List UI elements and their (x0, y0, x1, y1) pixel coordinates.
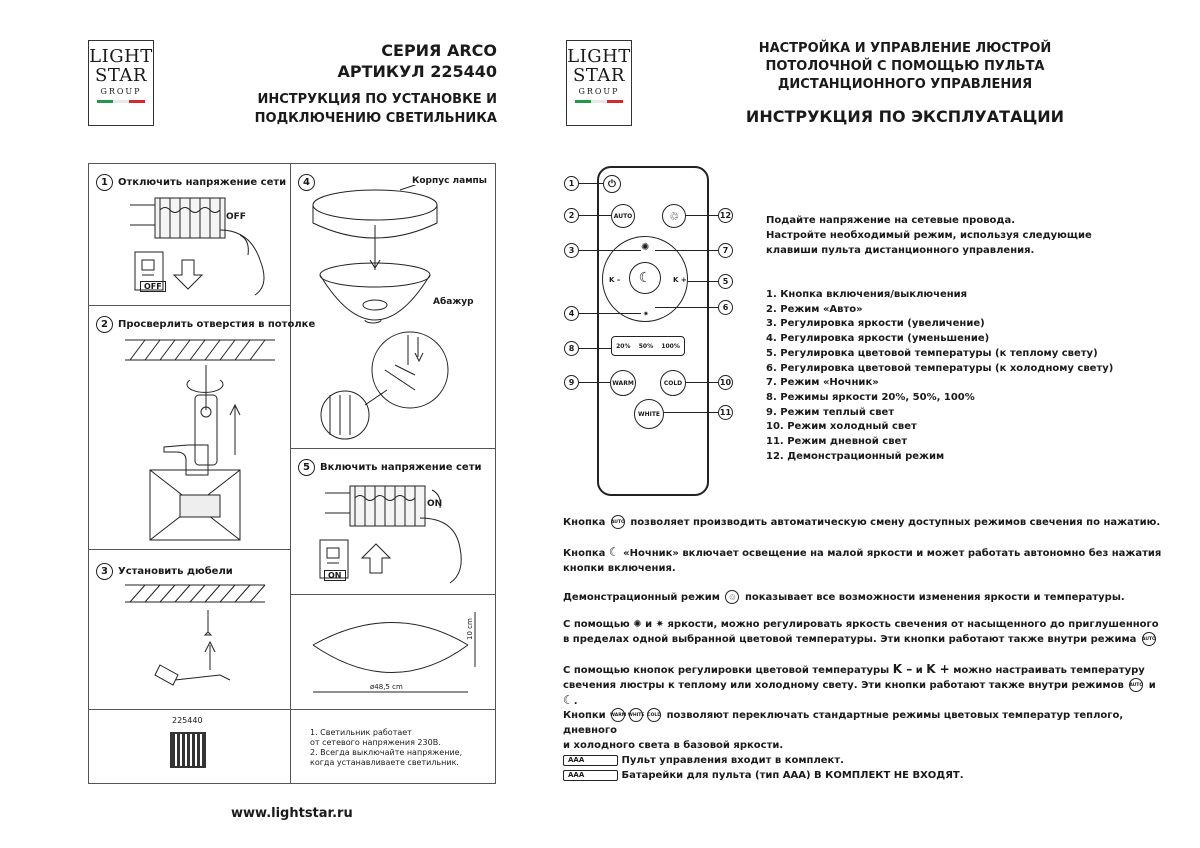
legend-item: 3. Регулировка яркости (увеличение) (766, 318, 985, 330)
article-title: АРТИКУЛ 225440 (337, 62, 497, 81)
p5b: K – (892, 662, 913, 676)
step-1-off-box: OFF (140, 281, 166, 292)
p5a: С помощью кнопок регулировки цветовой температуры (563, 665, 890, 676)
intro-line3: клавиши пульта дистанционного управления. (766, 245, 1035, 256)
battery-label: AAA (568, 770, 585, 779)
step-3-title (96, 561, 233, 580)
power-icon[interactable]: ⏻ (603, 175, 621, 193)
italian-flag-icon (89, 100, 153, 103)
intro-line2: Настройте необходимый режим, используя следующие (766, 230, 1092, 241)
lamp-body-label: Корпус лампы (412, 176, 487, 186)
brightness-up-icon[interactable]: ✺ (641, 242, 650, 253)
para-battery-note (563, 768, 1163, 783)
cold-button[interactable]: COLD (660, 370, 686, 396)
step-1-title (96, 172, 286, 191)
brightness-presets-bar (611, 336, 685, 356)
callout-line-5 (688, 281, 718, 282)
p5c: и (915, 665, 923, 676)
install-title-2: ПОДКЛЮЧЕНИЮ СВЕТИЛЬНИКА (254, 111, 497, 126)
callout-5: 5 (718, 274, 733, 289)
p4c: яркости, можно регулировать яркость свечения от насыщенного до приглушенного (667, 619, 1159, 630)
operation-title: ИНСТРУКЦИЯ ПО ЭКСПЛУАТАЦИИ (745, 107, 1065, 126)
grid-h5 (290, 594, 496, 595)
para-demo (563, 590, 1163, 605)
warm-mini-icon: WARM (611, 708, 625, 722)
note-line2: от сетевого напряжения 230В. (310, 738, 441, 747)
para-night (563, 545, 1163, 576)
step-3-text: Установить дюбели (118, 566, 233, 577)
p6b: позволяют переключать стандартные режимы цветовых температур теплого, дневного (563, 710, 1124, 736)
step-2-number: 2 (96, 316, 113, 333)
right-header (680, 40, 1130, 126)
auto-mini-icon: AUTO (1142, 632, 1156, 646)
button-legend (766, 288, 1113, 464)
grid-h4 (290, 448, 496, 449)
intro-text (766, 213, 1092, 258)
auto-mini-icon: AUTO (1129, 678, 1143, 692)
moon-mini-icon: ☾ (608, 545, 620, 559)
b2: Батарейки для пульта (тип ААА) В КОМПЛЕКТ НЕ ВХОДЯТ. (621, 770, 964, 781)
install-notes (310, 728, 462, 768)
para-auto (563, 515, 1163, 530)
p3a: Демонстрационный режим (563, 592, 720, 603)
step-5-on-box: ON (324, 570, 346, 581)
white-button[interactable]: WHITE (634, 399, 664, 429)
remote-title-3: ДИСТАНЦИОННОГО УПРАВЛЕНИЯ (777, 77, 1033, 92)
battery-icon (563, 755, 618, 766)
legend-item: 2. Режим «Авто» (766, 303, 863, 315)
callout-line-9 (579, 382, 610, 383)
drill-ceiling-illustration (120, 335, 280, 545)
callout-4: 4 (564, 306, 579, 321)
remote-title-1: НАСТРОЙКА И УПРАВЛЕНИЕ ЛЮСТРОЙ (758, 41, 1052, 56)
p4b: и (645, 619, 653, 630)
callout-10: 10 (718, 375, 733, 390)
logo-line2-r: STAR (573, 65, 625, 86)
grid-bottom (88, 783, 496, 784)
b1: Пульт управления входит в комплект. (621, 755, 844, 766)
sun-small-mini-icon: ✷ (655, 619, 664, 630)
legend-item: 12. Демонстрационный режим (766, 450, 945, 462)
grid-mid (290, 163, 291, 783)
italian-flag-icon (567, 100, 631, 103)
callout-line-4 (579, 313, 641, 314)
p5e: можно настраивать температуру (953, 665, 1145, 676)
logo-line3-r: GROUP (578, 87, 620, 96)
grid-top (88, 163, 496, 164)
callout-6: 6 (718, 300, 733, 315)
callout-line-8 (579, 348, 611, 349)
height-dimension: 10 cm (466, 618, 474, 640)
qr-code-icon[interactable] (170, 732, 206, 768)
p2a: Кнопка (563, 548, 606, 559)
callout-7: 7 (718, 243, 733, 258)
legend-item: 6. Регулировка цветовой температуры (к холодному свету) (766, 362, 1114, 374)
callout-line-6 (655, 307, 718, 308)
callout-line-12 (686, 215, 718, 216)
logo-line2: STAR (95, 65, 147, 86)
battery-label: AAA (568, 755, 585, 764)
step-5-on-label: ON (427, 499, 443, 509)
callout-11: 11 (718, 405, 733, 420)
cold-mini-icon: COLD (647, 708, 661, 722)
step-5-title (298, 457, 482, 476)
step-1-text: Отключить напряжение сети (118, 177, 287, 188)
logo-line1-r: LIGHT (567, 46, 631, 67)
callout-12: 12 (718, 208, 733, 223)
intro-line1: Подайте напряжение на сетевые провода. (766, 215, 1016, 226)
callout-line-1 (579, 183, 603, 184)
remote-title-2: ПОТОЛОЧНОЙ С ПОМОЩЬЮ ПУЛЬТА (765, 59, 1045, 74)
p3b: показывает все возможности изменения яркости и температуры. (744, 592, 1125, 603)
lampshade-label: Абажур (433, 297, 474, 307)
step-4-number: 4 (298, 174, 315, 191)
p6a: Кнопки (563, 710, 606, 721)
k-minus-button[interactable]: K – (609, 276, 621, 284)
sun-mini-icon: ✺ (633, 619, 642, 630)
p5f: свечения люстры к теплому или холодному свету. Эти кнопки работают также внутри режимов (563, 680, 1124, 691)
grid-h1 (88, 305, 291, 306)
p1b: позволяет производить автоматическую смену доступных режимов свечения по нажатию. (630, 517, 1161, 528)
step-1-number: 1 (96, 174, 113, 191)
callout-2: 2 (564, 208, 579, 223)
p5d: K + (926, 662, 950, 676)
website-link[interactable]: www.lightstar.ru (231, 806, 353, 821)
grid-left (88, 163, 89, 783)
brightness-down-icon[interactable]: ✷ (643, 310, 649, 318)
warm-button[interactable]: WARM (610, 370, 636, 396)
callout-3: 3 (564, 243, 579, 258)
moon-mini-icon: ☾ (563, 693, 574, 707)
callout-line-3 (579, 250, 641, 251)
callout-9: 9 (564, 375, 579, 390)
legend-item: 7. Режим «Ночник» (766, 377, 879, 389)
callout-line-10 (686, 382, 718, 383)
p4a: С помощью (563, 619, 630, 630)
demo-recycle-icon[interactable]: ♲ (662, 204, 686, 228)
p1a: Кнопка (563, 517, 606, 528)
recycle-mini-icon: ♲ (725, 590, 739, 604)
legend-item: 11. Режим дневной свет (766, 436, 908, 448)
para-color-temp: С помощью кнопок регулировки цветовой температуры K – и K + можно настраивать температуру свечения люстры к теплому или холодному свету. Эти кнопки работают также внутри режимов AUTO и ☾. (563, 662, 1156, 707)
callout-line-11 (664, 412, 718, 413)
grid-h3 (88, 709, 496, 710)
brand-logo-left (88, 40, 154, 126)
battery-icon (563, 770, 618, 781)
step-5-number: 5 (298, 459, 315, 476)
grid-right (495, 163, 496, 783)
legend-item: 4. Регулировка яркости (уменьшение) (766, 333, 990, 345)
install-title-1: ИНСТРУКЦИЯ ПО УСТАНОВКЕ И (257, 92, 497, 107)
auto-mini-icon: AUTO (611, 515, 625, 529)
legend-item: 1. Кнопка включения/выключения (766, 289, 968, 300)
para-presets (563, 708, 1163, 753)
dowel-hammer-illustration (120, 580, 280, 705)
step-5-text: Включить напряжение сети (320, 462, 482, 473)
grid-h2 (88, 549, 291, 550)
note-line3: 2. Всегда выключайте напряжение, (310, 748, 463, 757)
p5g: и (1148, 680, 1156, 691)
left-header (197, 40, 497, 128)
callout-1: 1 (564, 176, 579, 191)
callout-8: 8 (564, 341, 579, 356)
article-code: 225440 (172, 716, 203, 725)
para-brightness (563, 617, 1163, 647)
auto-button[interactable]: AUTO (611, 204, 635, 228)
p2c: кнопки включения. (563, 563, 676, 574)
legend-item: 8. Режимы яркости 20%, 50%, 100% (766, 391, 975, 403)
callout-line-7 (655, 250, 718, 251)
note-line4: когда устанавливаете светильник. (310, 758, 459, 767)
logo-line1: LIGHT (89, 46, 153, 67)
step-2-title (96, 314, 315, 333)
white-mini-icon: WHITE (629, 708, 643, 722)
diameter-dimension: ø48,5 cm (370, 683, 403, 691)
preset-100-button[interactable]: 100% (661, 342, 680, 350)
preset-20-button[interactable]: 20% (616, 342, 631, 350)
step-3-number: 3 (96, 563, 113, 580)
p2b: «Ночник» включает освещение на малой яркости и может работать автономно без нажатия (623, 548, 1162, 559)
p4d: в пределах одной выбранной цветовой температуры. Эти кнопки работают также внутри режима (563, 634, 1137, 645)
p6c: и холодного света в базовой яркости. (563, 740, 784, 751)
series-title: СЕРИЯ ARCO (381, 41, 497, 60)
legend-item: 10. Режим холодный свет (766, 421, 917, 433)
note-line1: 1. Светильник работает (310, 728, 412, 737)
step-1-off-label: OFF (226, 212, 246, 222)
logo-line3: GROUP (100, 87, 142, 96)
k-plus-button[interactable]: K + (673, 276, 687, 284)
callout-line-2 (579, 215, 611, 216)
para-remote-included (563, 753, 1163, 768)
step-2-text: Просверлить отверстия в потолке (118, 319, 316, 330)
legend-item: 9. Режим теплый свет (766, 406, 895, 418)
night-moon-icon[interactable]: ☾ (629, 262, 661, 294)
preset-50-button[interactable]: 50% (638, 342, 654, 350)
brand-logo-right (566, 40, 632, 126)
legend-item: 5. Регулировка цветовой температуры (к теплому свету) (766, 347, 1098, 359)
lamp-assembly-illustration (300, 185, 490, 440)
